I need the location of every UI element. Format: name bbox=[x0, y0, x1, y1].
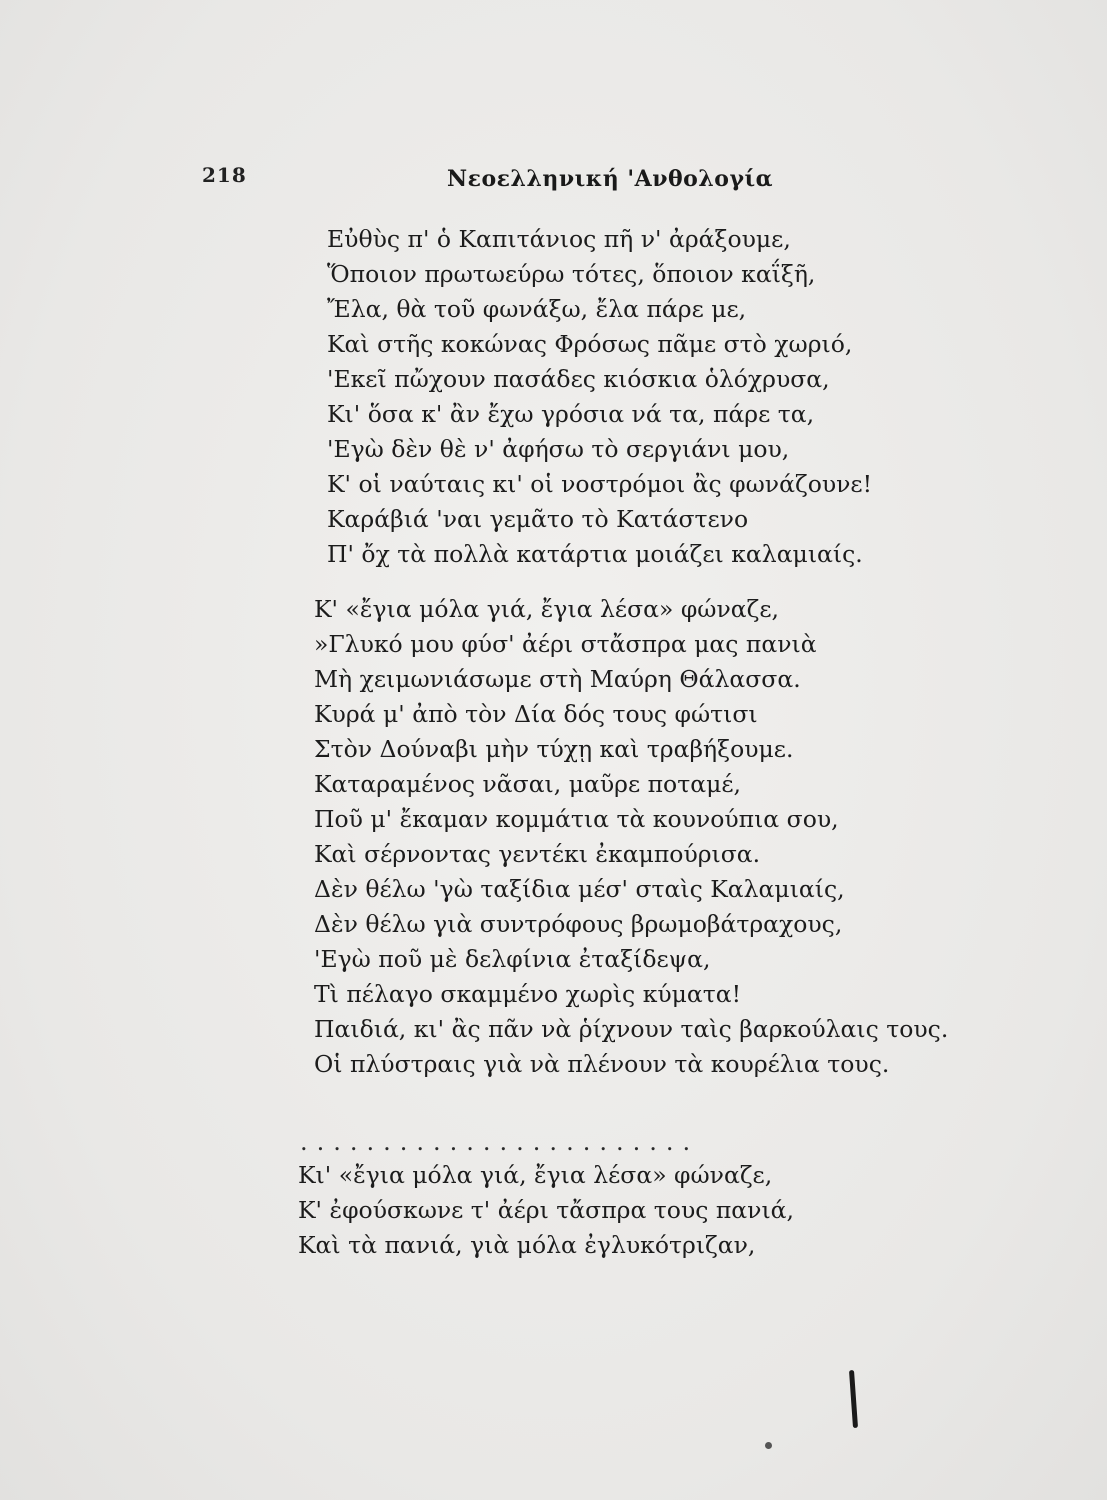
verse-line: Καταραμένος νᾶσαι, μαῦρε ποταμέ, bbox=[314, 770, 741, 798]
stanza-3 bbox=[298, 1158, 794, 1263]
verse-line: Μὴ χειμωνιάσωμε στὴ Μαύρη Θάλασσα. bbox=[314, 665, 801, 693]
verse-line: Τὶ πέλαγο σκαμμένο χωρὶς κύματα! bbox=[314, 980, 742, 1008]
verse-line: Οἱ πλύστραις γιὰ νὰ πλένουν τὰ κουρέλια τους. bbox=[314, 1050, 890, 1078]
verse-line: Παιδιά, κι' ἂς πᾶν νὰ ῥίχνουν ταὶς βαρκούλαις τους. bbox=[314, 1015, 949, 1043]
verse-line: Κ' «ἔγια μόλα γιά, ἔγια λέσα» φώναζε, bbox=[314, 595, 779, 623]
verse-line: Δὲν θέλω γιὰ συντρόφους βρωμοβάτραχους, bbox=[314, 910, 843, 938]
verse-line: Καράβιά 'ναι γεμᾶτο τὸ Κατάστενο bbox=[327, 505, 749, 533]
verse-line: Ἔλα, θὰ τοῦ φωνάξω, ἔλα πάρε με, bbox=[327, 295, 747, 323]
verse-line: Κ' ἐφούσκωνε τ' ἀέρι τἄσπρα τους πανιά, bbox=[298, 1196, 795, 1224]
verse-line: Καὶ τὰ πανιά, γιὰ μόλα ἐγλυκότριζαν, bbox=[298, 1231, 756, 1259]
verse-line: Κι' ὅσα κ' ἂν ἔχω γρόσια νά τα, πάρε τα, bbox=[327, 400, 815, 428]
ink-stroke-mark bbox=[849, 1370, 858, 1428]
verse-line: 'Εκεῖ πὤχουν πασάδες κιόσκια ὁλόχρυσα, bbox=[327, 365, 830, 393]
ink-speck bbox=[765, 1442, 772, 1449]
verse-line: Κυρά μ' ἀπὸ τὸν Δία δός τους φώτισι bbox=[314, 700, 758, 728]
verse-line: 'Εγὼ δὲν θὲ ν' ἀφήσω τὸ σεργιάνι μου, bbox=[327, 435, 790, 463]
verse-line: Καὶ στῆς κοκώνας Φρόσως πᾶμε στὸ χωριό, bbox=[327, 330, 853, 358]
verse-line: Κι' «ἔγια μόλα γιά, ἔγια λέσα» φώναζε, bbox=[298, 1161, 773, 1189]
verse-line: Καὶ σέρνοντας γεντέκι ἐκαμπούρισα. bbox=[314, 840, 761, 868]
verse-line: Π' ὄχ τὰ πολλὰ κατάρτια μοιάζει καλαμιαίς. bbox=[327, 540, 863, 568]
verse-line: 'Εγὼ ποῦ μὲ δελφίνια ἐταξίδεψα, bbox=[314, 945, 711, 973]
verse-line: Εὐθὺς π' ὁ Καπιτάνιος πῆ ν' ἀράξουμε, bbox=[327, 225, 791, 253]
verse-line: Ποῦ μ' ἔκαμαν κομμάτια τὰ κουνούπια σου, bbox=[314, 805, 839, 833]
stanza-1 bbox=[327, 222, 872, 572]
page-number: 218 bbox=[202, 163, 247, 187]
stanza-2 bbox=[314, 592, 948, 1082]
verse-line: Δὲν θέλω 'γὼ ταξίδια μέσ' σταὶς Καλαμιαίς, bbox=[314, 875, 845, 903]
running-head: Νεοελληνική 'Ανθολογία bbox=[447, 166, 774, 192]
omission-dots: ........................ bbox=[300, 1128, 700, 1156]
verse-line: Στὸν Δούναβι μὴν τύχῃ καὶ τραβήξουμε. bbox=[314, 735, 794, 763]
verse-line: Ὅποιον πρωτωεύρω τότες, ὅποιον καΐξῆ, bbox=[327, 260, 816, 288]
verse-line: Κ' οἱ ναύταις κι' οἱ νοστρόμοι ἂς φωνάζουνε! bbox=[327, 470, 873, 498]
verse-line: »Γλυκό μου φύσ' ἀέρι στἄσπρα μας πανιὰ bbox=[314, 630, 817, 658]
